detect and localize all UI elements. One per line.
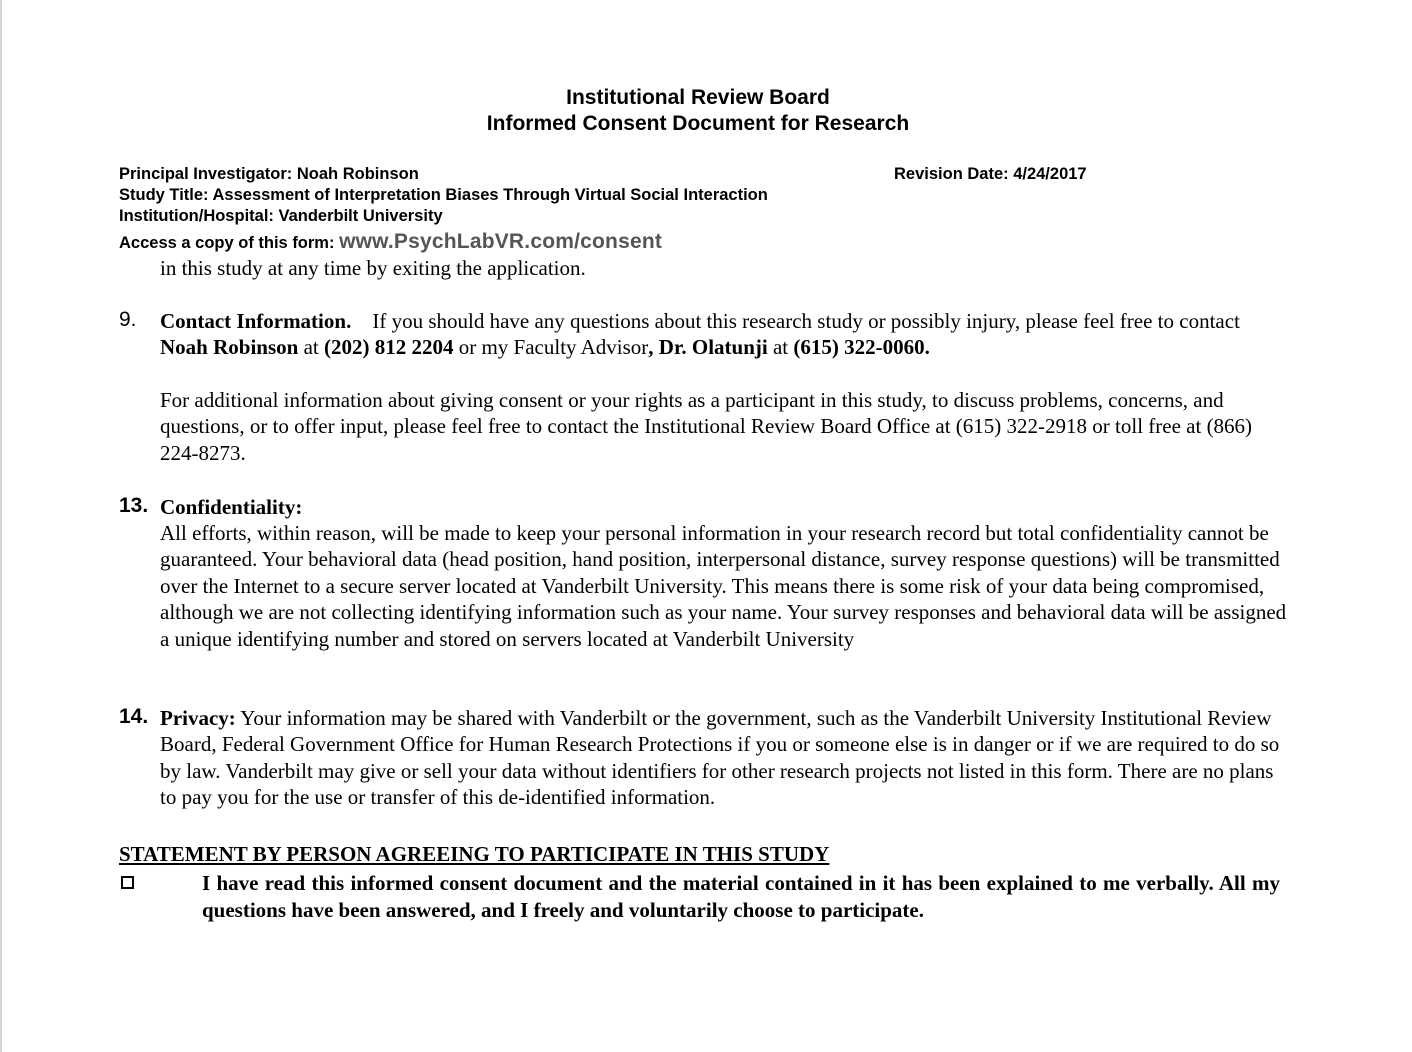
section-9-heading: Contact Information. — [160, 309, 352, 333]
investigator-phone: (202) 812 2204 — [323, 335, 454, 360]
document-title: Institutional Review Board — [566, 86, 830, 109]
study-title: Study Title: Assessment of Interpretation Biases Through Virtual Social Interaction — [119, 186, 768, 204]
section-14-number: 14. — [119, 705, 149, 728]
section-13-text: All efforts, within reason, will be made to keep your personal information in your research record but total confidentiality cannot be guaranteed. Your behavioral data (head position, hand position, interpersonal distance, survey response questions) will be transmitted over the Internet to a secure server located at Vanderbilt University. This means there is some risk of your data being compromised, although we are not collecting identifying information such as your name. Your survey responses and behavioral data will be assigned a unique identifying number and stored on servers located at Vanderbilt University — [160, 521, 1287, 651]
statement-heading: STATEMENT BY PERSON AGREEING TO PARTICIPATE IN THIS STUDY — [119, 842, 830, 866]
access-url-link[interactable]: www.PsychLabVR.com/consent — [339, 230, 663, 253]
section-14-privacy: Privacy: Your information may be shared with Vanderbilt or the government, such as the Vanderbilt University Institutional Review Board, Federal Government Office for Human Research Protections if you or someone else is in danger or if we are required to do so by law. Vanderbilt may give or sell your data without identifiers for other research projects not listed in this form. There are no plans to pay you for the use or transfer of this de-identified information. — [160, 706, 1280, 810]
principal-investigator: Principal Investigator: Noah Robinson — [119, 165, 419, 183]
section-13-heading: Confidentiality: — [160, 495, 303, 519]
continuation-text: in this study at any time by exiting the application. — [160, 256, 586, 280]
revision-date: Revision Date: 4/24/2017 — [894, 165, 1087, 183]
investigator-name: Noah Robinson — [160, 335, 299, 360]
advisor-phone: (615) 322-0060. — [793, 335, 930, 360]
institution: Institution/Hospital: Vanderbilt University — [119, 207, 443, 225]
section-14-heading: Privacy: — [160, 706, 236, 730]
access-label: Access a copy of this form: — [119, 234, 340, 252]
section-9-contact: Contact Information. If you should have any questions about this research study or possibly injury, please feel free to contact Noah Robinson at (202) 812 2204 or my Faculty Advisor, Dr. Olatunji at (615) 322-0060. — [160, 309, 1240, 360]
section-9-irb-info: For additional information about giving consent or your rights as a participant in this study, to discuss problems, concerns, and questions, or to offer input, please feel free to contact the Institutional Review Board Office at (615) 322-2918 or toll free at (866) 224-8273. — [160, 388, 1253, 465]
consent-checkbox[interactable] — [121, 876, 134, 889]
section-9-number: 9. — [119, 308, 137, 331]
document-subtitle: Informed Consent Document for Research — [486, 112, 910, 135]
consent-statement: I have read this informed consent document and the material contained in it has been explained to me verbally. All my questions have been answered, and I freely and voluntarily choose to participate. — [202, 871, 1280, 922]
section-13-number: 13. — [119, 494, 149, 517]
advisor-name: , Dr. Olatunji — [648, 335, 768, 360]
access-copy-line — [119, 230, 662, 254]
